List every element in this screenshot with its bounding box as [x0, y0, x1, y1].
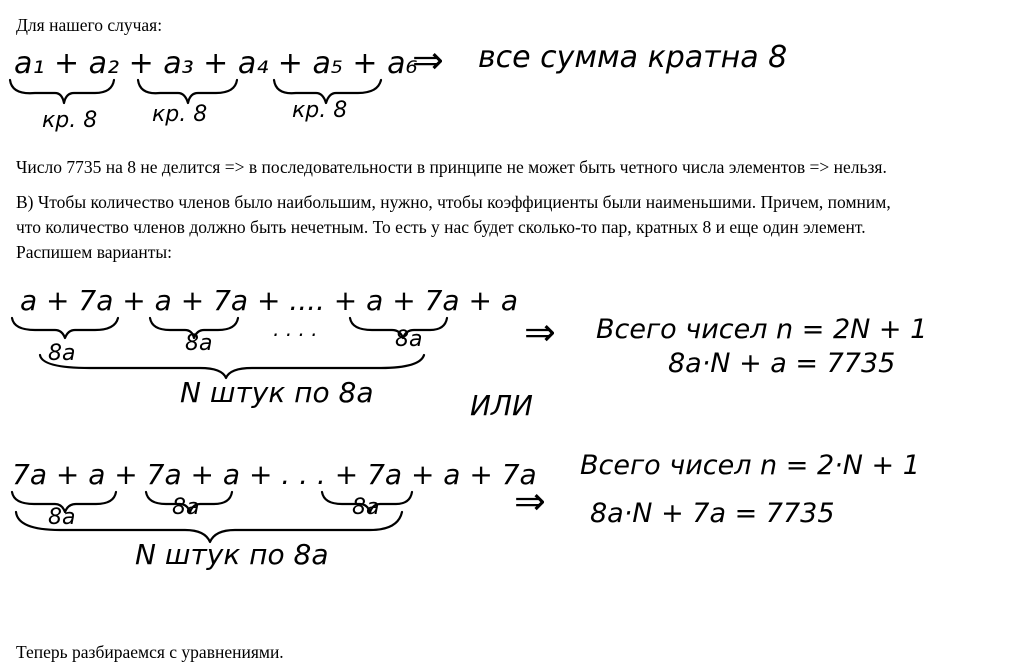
handwritten-sketch-variant-2 [0, 452, 1031, 592]
sketch1-conclusion: все сумма кратна 8 [478, 40, 788, 75]
sketch2-brace-label-3: 8a [395, 327, 423, 352]
handwritten-sketch-sum-multiple-of-8 [0, 35, 1031, 140]
sketch3-brace-label-2: 8a [172, 495, 200, 520]
sketch2-terms: a + 7a + a + 7a + .... + a + 7a + a [20, 284, 518, 317]
sketch3-arrow: ⇒ [514, 479, 546, 523]
paragraph-next-step: Теперь разбираемся с уравнениями. [16, 642, 284, 662]
sketch1-brace-label-3: кр. 8 [292, 98, 348, 123]
sketch3-brace-label-1: 8a [48, 505, 76, 530]
sketch2-brace-label-2: 8a [185, 331, 213, 356]
sketch2-brace-1 [12, 318, 118, 338]
sketch2-brace-label-1: 8a [48, 341, 76, 366]
or-label: ИЛИ [470, 389, 533, 422]
sketch3-terms: 7a + a + 7a + a + . . . + 7a + a + 7a [12, 458, 537, 491]
sketch2-group-label: N штук по 8a [180, 376, 374, 409]
paragraph-b-line-1: В) Чтобы количество членов было наибольшим, нужно, чтобы коэффициенты были наименьшими. Причем, помним, [16, 192, 891, 212]
sketch3-result-line-1: Всего чисел n = 2·N + 1 [580, 450, 920, 481]
paragraph-b-line-3: Распишем варианты: [16, 242, 173, 262]
sketch1-terms: a₁ + a₂ + a₃ + a₄ + a₅ + a₆ [14, 46, 418, 81]
sketch2-arrow: ⇒ [524, 310, 556, 354]
sketch3-brace-label-3: 8a [352, 495, 380, 520]
handwritten-or-label [0, 385, 1031, 425]
paragraph-b-line-2: что количество членов должно быть нечетным. То есть у нас будет сколько-то пар, кратных 8 и еще один элемент. [16, 217, 866, 237]
sketch2-dots: · · · · [272, 323, 317, 347]
sketch1-brace-1 [10, 80, 114, 103]
paragraph-even-count-impossible: Число 7735 на 8 не делится => в последовательности в принципе не может быть четного числа элементов => нельзя. [16, 157, 887, 177]
sketch2-group-brace [40, 355, 424, 378]
sketch2-result-line-1: Всего чисел n = 2N + 1 [596, 314, 928, 345]
sketch3-group-label: N штук по 8a [135, 538, 329, 571]
paragraph-variant-b [16, 190, 891, 265]
sketch1-brace-2 [138, 80, 237, 103]
sketch2-result-line-2: 8a·N + a = 7735 [668, 348, 896, 379]
intro-text: Для нашего случая: [16, 15, 163, 35]
sketch3-result-line-2: 8a·N + 7a = 7735 [590, 498, 835, 529]
sketch1-brace-label-1: кр. 8 [42, 108, 98, 133]
sketch1-brace-label-2: кр. 8 [152, 102, 208, 127]
sketch1-arrow: ⇒ [412, 38, 444, 82]
